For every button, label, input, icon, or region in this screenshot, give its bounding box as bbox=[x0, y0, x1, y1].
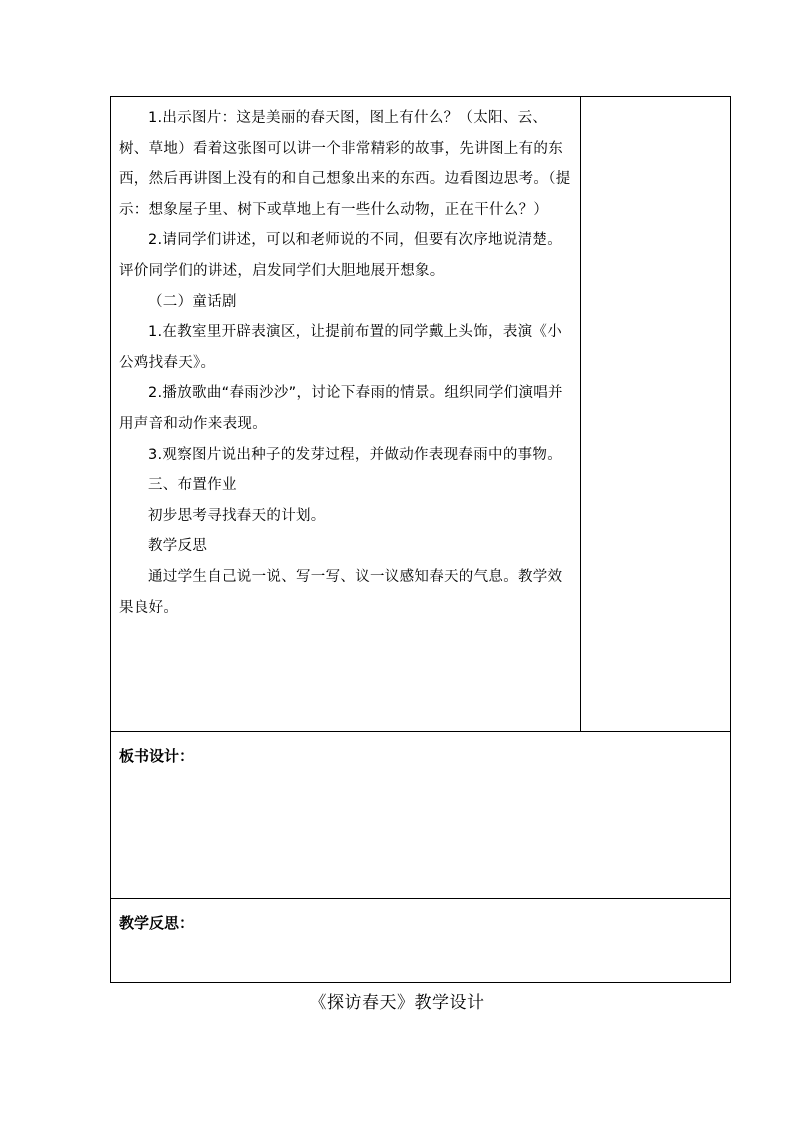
section-fairy-play: （二）童话剧 bbox=[148, 293, 237, 310]
next-document-title: 《探访春天》教学设计 bbox=[309, 993, 485, 1013]
teaching-reflection-cell bbox=[111, 899, 731, 983]
procedure-cell bbox=[111, 97, 581, 732]
lesson-plan-table bbox=[110, 96, 731, 983]
reflection-text: 通过学生自己说一说、写一写、议一议感知春天的气息。教学效果良好。 bbox=[119, 568, 563, 616]
notes-cell bbox=[581, 97, 731, 732]
step-play-song: 2.播放歌曲“春雨沙沙”，讨论下春雨的情景。组织同学们演唱并用声音和动作来表现。 bbox=[119, 385, 563, 432]
step-performance-area: 1.在教室里开辟表演区，让提前布置的同学戴上头饰，表演《小公鸡找春天》。 bbox=[119, 324, 563, 371]
teaching-reflection-row bbox=[111, 899, 731, 983]
section-homework: 三、布置作业 bbox=[148, 477, 237, 494]
board-design-row bbox=[111, 732, 731, 899]
step-seed-sprout: 3.观察图片说出种子的发芽过程，并做动作表现春雨中的事物。 bbox=[148, 446, 563, 463]
board-design-cell bbox=[111, 732, 731, 899]
step-describe-picture: 1.出示图片：这是美丽的春天图，图上有什么？（太阳、云、树、草地）看着这张图可以讲一个非常精彩的故事，先讲图上有的东西，然后再讲图上没有的和自己想象出来的东西。边看图边思考。（提示：想象屋子里、树下或草地上有一些什么动物，正在干什么？） bbox=[119, 110, 571, 218]
procedure-row bbox=[111, 97, 731, 732]
homework-text: 初步思考寻找春天的计划。 bbox=[148, 507, 326, 524]
reflection-heading: 教学反思 bbox=[148, 538, 208, 555]
board-design-label: 板书设计： bbox=[119, 747, 195, 765]
step-student-retell: 2.请同学们讲述，可以和老师说的不同，但要有次序地说清楚。评价同学们的讲述，启发同学们大胆地展开想象。 bbox=[119, 232, 563, 279]
teaching-reflection-label: 教学反思： bbox=[119, 914, 195, 932]
